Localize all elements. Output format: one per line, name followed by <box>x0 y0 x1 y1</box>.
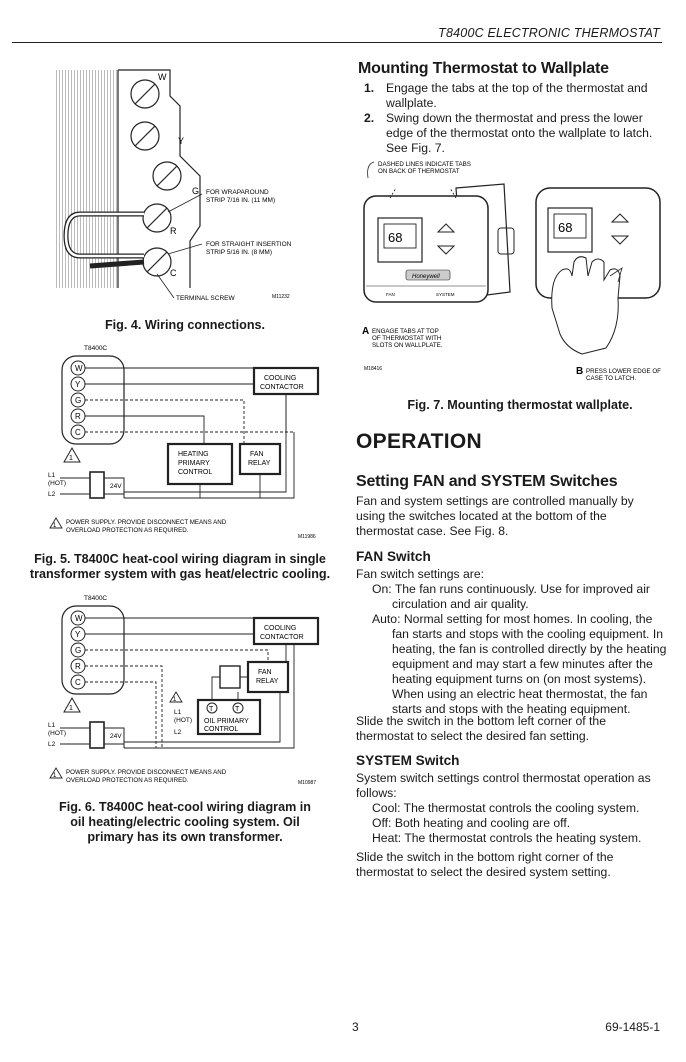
fig6-l2-right: L2 <box>174 729 182 736</box>
fig6-wiring-diagram <box>44 588 334 820</box>
system-setting-heat <box>372 831 668 846</box>
fig7-a: A <box>362 326 370 337</box>
mounting-heading: Mounting Thermostat to Wallplate <box>358 60 609 77</box>
fig5-fan1: FAN <box>250 451 264 458</box>
fig5-model: T8400C <box>84 345 108 352</box>
system-settings <box>372 801 668 846</box>
fig7-fan-label: FAN <box>386 292 395 297</box>
fig6-cooling2: CONTACTOR <box>260 634 304 641</box>
fig6-caption-line: primary has its own transformer. <box>87 830 283 844</box>
mounting-steps <box>364 81 664 156</box>
fan-slide-text: Slide the switch in the bottom left corner of the thermostat to select the desired fan setting. <box>356 714 606 743</box>
fig4-code: M11232 <box>272 294 290 300</box>
fig5-caption-line: Fig. 5. T8400C heat-cool wiring diagram in single <box>34 552 326 566</box>
fig5-code: M11986 <box>298 534 316 540</box>
fig5-caption-line: transformer system with gas heat/electric cooling. <box>29 567 331 581</box>
fan-term: On: <box>372 582 392 596</box>
mounting-step <box>364 81 664 111</box>
system-heading: SYSTEM Switch <box>356 753 460 768</box>
fig6-term-y: Y <box>75 630 81 639</box>
fig7-a2: OF THERMOSTAT WITH <box>372 335 442 342</box>
fig7-mounting-illustration <box>356 158 668 388</box>
fig5-term-w: W <box>75 364 83 373</box>
fig5-l2: L2 <box>48 491 56 498</box>
fan-desc: The fan runs continuously. Use for improved air circulation and air quality. <box>392 582 650 611</box>
fig5-term-y: Y <box>75 380 81 389</box>
running-header: T8400C ELECTRONIC THERMOSTAT <box>438 26 660 40</box>
fig7-b2: CASE TO LATCH. <box>586 375 637 382</box>
fig5-note2: OVERLOAD PROTECTION AS REQUIRED. <box>66 527 189 534</box>
fig5-heat1: HEATING <box>178 451 209 458</box>
system-term: Off: <box>372 816 392 830</box>
fan-setting-auto <box>372 612 668 717</box>
fig6-cooling1: COOLING <box>264 625 297 632</box>
fig6-note-mark: 1 <box>53 773 57 779</box>
system-setting-off <box>372 816 668 831</box>
fig5-term-r: R <box>75 412 81 421</box>
fig4-label-wrap: FOR WRAPAROUND <box>206 189 269 196</box>
fig6-24v: 24V <box>110 733 122 740</box>
fig5-cooling2: CONTACTOR <box>260 384 304 391</box>
fig4-label-straight: FOR STRAIGHT INSERTION <box>206 241 292 248</box>
fig4-label-y: Y <box>178 136 185 146</box>
fig6-l2: L2 <box>48 741 56 748</box>
fig7-a1: ENGAGE TABS AT TOP <box>372 328 439 335</box>
fan-intro: Fan switch settings are: <box>356 567 485 581</box>
fig6-term-c: C <box>75 678 81 687</box>
fig4-wiring-connections <box>50 66 330 316</box>
fig4-label-g: G <box>192 186 200 196</box>
fig7-b: B <box>576 366 584 377</box>
fig7-brand: Honeywell <box>412 274 440 280</box>
fig5-fan2: RELAY <box>248 460 271 467</box>
system-term: Heat: <box>372 831 402 845</box>
fig4-label-r: R <box>170 226 177 236</box>
fig6-warn-1: 1 <box>69 705 73 712</box>
fig6-code: M10987 <box>298 780 317 786</box>
page-number: 3 <box>352 1020 359 1034</box>
step-number: 2. <box>364 111 375 125</box>
fig6-hot-right: (HOT) <box>174 717 193 724</box>
fig6-caption-line: oil heating/electric cooling system. Oil <box>70 815 300 829</box>
fig6-term-r: R <box>75 662 81 671</box>
step-text: Swing down the thermostat and press the lower edge of the thermostat onto the wallplate to latch. See Fig. 7. <box>386 111 653 155</box>
system-term: Cool: <box>372 801 401 815</box>
fig6-hot: (HOT) <box>48 730 67 737</box>
fig5-term-g: G <box>75 396 82 405</box>
fig5-warn-1: 1 <box>69 455 73 462</box>
fan-settings <box>372 582 668 717</box>
system-desc: The thermostat controls the cooling system. <box>403 801 640 815</box>
fig6-fan2: RELAY <box>256 678 279 685</box>
fan-desc: Normal setting for most homes. In cooling, the fan starts and stops with the cooling equipment. In heating, the fan is controlled directly by the heating equipment and may start a few minutes after the heating equipment turns on (on most systems). When using an electric heat thermostat, the fan starts and stops with the heating equipment. <box>392 612 667 716</box>
fan-term: Auto: <box>372 612 401 626</box>
operation-heading: OPERATION <box>356 430 482 453</box>
mounting-step <box>364 111 664 156</box>
fig4-caption: Fig. 4. Wiring connections. <box>104 318 266 332</box>
fig6-t2: T <box>235 706 240 713</box>
fig6-l1: L1 <box>48 722 56 729</box>
system-desc: The thermostat controls the heating system. <box>404 831 642 845</box>
fig7-display-left: 68 <box>388 230 403 245</box>
fig6-note2: OVERLOAD PROTECTION AS REQUIRED. <box>66 777 189 784</box>
fig5-caption <box>20 552 340 582</box>
fig7-b1: PRESS LOWER EDGE OF <box>586 368 661 375</box>
fig7-system-label: SYSTEM <box>436 292 455 297</box>
fig5-l1: L1 <box>48 472 56 479</box>
fig6-term-w: W <box>75 614 83 623</box>
step-number: 1. <box>364 81 375 95</box>
fig5-24v: 24V <box>110 483 122 490</box>
fan-setting-on <box>372 582 668 612</box>
fig4-label-c: C <box>170 268 177 278</box>
switches-heading: Setting FAN and SYSTEM Switches <box>356 473 618 490</box>
fig7-dashed1: DASHED LINES INDICATE TABS <box>378 161 471 168</box>
fig5-wiring-diagram <box>44 338 334 548</box>
fig4-label-wrap2: STRIP 7/16 IN. (11 MM) <box>206 197 276 204</box>
document-code: 69-1485-1 <box>605 1020 660 1034</box>
fig6-oil1: OIL PRIMARY <box>204 718 249 725</box>
fig4-label-screw: TERMINAL SCREW <box>176 295 235 302</box>
fig5-note1: POWER SUPPLY. PROVIDE DISCONNECT MEANS AND <box>66 519 227 526</box>
fig7-caption: Fig. 7. Mounting thermostat wallplate. <box>407 398 633 412</box>
fig4-label-straight2: STRIP 5/16 IN. (8 MM) <box>206 249 272 256</box>
fig5-cooling1: COOLING <box>264 375 297 382</box>
fig7-code: M18416 <box>364 366 383 372</box>
fig5-heat3: CONTROL <box>178 469 213 476</box>
fig6-l1-right: L1 <box>174 709 182 716</box>
fig4-label-w: W <box>158 72 167 82</box>
fig6-caption <box>40 800 330 845</box>
fig6-model: T8400C <box>84 595 108 602</box>
fig5-hot: (HOT) <box>48 480 67 487</box>
fig6-t1: T <box>209 706 214 713</box>
system-setting-cool <box>372 801 668 816</box>
fig6-warn-right: 1 <box>173 697 177 703</box>
fig7-a3: SLOTS ON WALLPLATE. <box>372 342 443 349</box>
step-text: Engage the tabs at the top of the thermostat and wallplate. <box>386 81 648 110</box>
fan-heading: FAN Switch <box>356 549 431 564</box>
fig5-note-mark: 1 <box>53 523 57 529</box>
fig6-fan1: FAN <box>258 669 272 676</box>
system-desc: Both heating and cooling are off. <box>394 816 571 830</box>
fig7-dashed2: ON BACK OF THERMOSTAT <box>378 168 460 175</box>
fig6-note1: POWER SUPPLY. PROVIDE DISCONNECT MEANS AND <box>66 769 227 776</box>
switches-text: Fan and system settings are controlled manually by using the switches located at the bottom of the thermostat case. See Fig. 8. <box>356 494 634 538</box>
header-rule <box>12 42 662 43</box>
system-slide-text: Slide the switch in the bottom right corner of the thermostat to select the desired system setting. <box>356 850 614 879</box>
fig5-heat2: PRIMARY <box>178 460 210 467</box>
fig5-term-c: C <box>75 428 81 437</box>
fig6-oil2: CONTROL <box>204 726 239 733</box>
fig6-term-g: G <box>75 646 82 655</box>
fig6-caption-line: Fig. 6. T8400C heat-cool wiring diagram in <box>59 800 311 814</box>
fig7-display-right: 68 <box>558 220 573 235</box>
system-intro: System switch settings control thermostat operation as follows: <box>356 771 651 800</box>
